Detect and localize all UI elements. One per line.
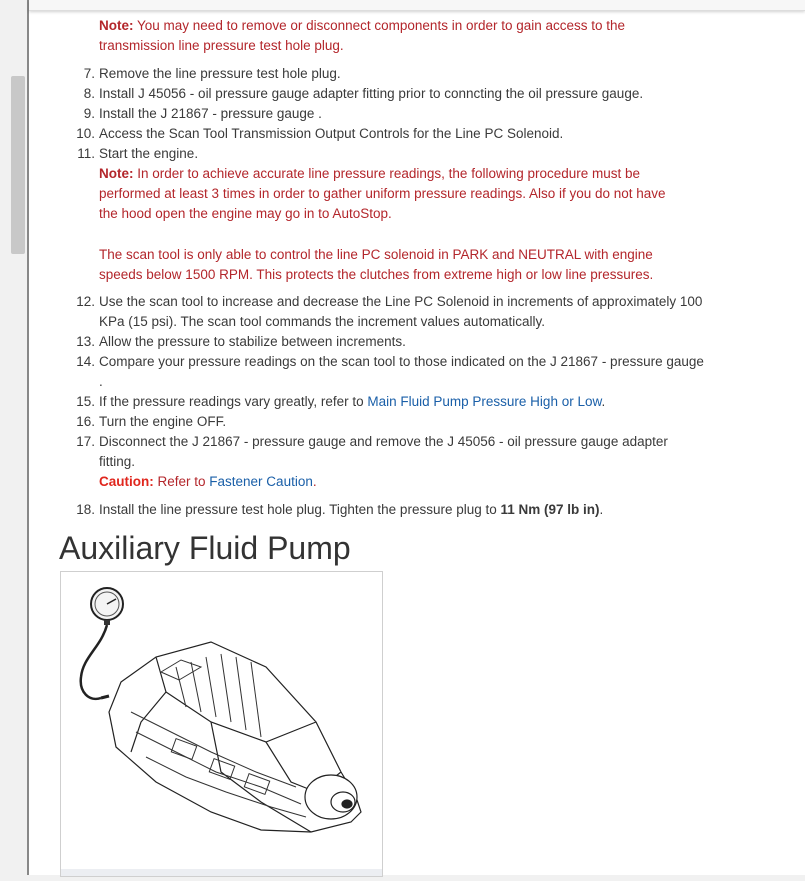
- step-text: Start the engine.: [99, 146, 199, 161]
- step-text-suffix: .: [599, 502, 604, 517]
- section-title: Auxiliary Fluid Pump: [59, 530, 351, 566]
- step-text-suffix: .: [601, 394, 606, 409]
- step-text: Install the J 21867 - pressure gauge .: [99, 106, 322, 121]
- caution-suffix: .: [312, 474, 317, 489]
- step-number: 14.: [76, 354, 95, 369]
- step-number: 11.: [77, 146, 95, 161]
- note-scan-tool-limit: [99, 245, 699, 285]
- transmission-illustration: [61, 572, 382, 876]
- caution-prefix: Refer to: [153, 474, 210, 489]
- step-text-prefix: Install the line pressure test hole plug. Tighten the pressure plug to: [99, 502, 501, 517]
- step-text: Use the scan tool to increase and decrease the Line PC Solenoid in increments of approximately 100 KPa (15 psi). The scan tool commands the increment values automatically.: [99, 294, 703, 329]
- step-text: Turn the engine OFF.: [99, 414, 227, 429]
- step-text-prefix: If the pressure readings vary greatly, refer to: [99, 394, 368, 409]
- note-text: The scan tool is only able to control the line PC solenoid in PARK and NEUTRAL with engine speeds below 1500 RPM. This protects the clutches from extreme high or low line pressures.: [99, 247, 654, 282]
- caution-text: [99, 472, 699, 492]
- step-text: Remove the line pressure test hole plug.: [99, 66, 341, 81]
- note-label: Note:: [99, 166, 134, 181]
- torque-spec: 11 Nm (97 lb in): [500, 502, 600, 517]
- step-text: [99, 500, 699, 520]
- step-number: 17.: [76, 434, 95, 449]
- step-text: [99, 392, 699, 412]
- caution-label: Caution:: [99, 474, 154, 489]
- step-text: Disconnect the J 21867 - pressure gauge and remove the J 45056 - oil pressure gauge adapter fitting.: [99, 434, 668, 469]
- step-number: 16.: [76, 414, 95, 429]
- step-text: Access the Scan Tool Transmission Output Controls for the Line PC Solenoid.: [99, 126, 564, 141]
- note-line-pressure: [99, 164, 684, 224]
- note-text: In order to achieve accurate line pressure readings, the following procedure must be performed at least 3 times in order to gather uniform pressure readings. Also if you do not have the hood open the engine may go in to AutoStop.: [99, 166, 666, 221]
- step-number: 10.: [76, 126, 95, 141]
- step-text: Compare your pressure readings on the scan tool to those indicated on the J 21867 - pressure gauge .: [99, 354, 704, 389]
- fastener-caution-link[interactable]: Fastener Caution: [209, 474, 313, 489]
- note-text: You may need to remove or disconnect components in order to gain access to the transmission line pressure test hole plug.: [99, 18, 626, 53]
- step-number: 7.: [83, 66, 95, 81]
- step-number: 15.: [76, 394, 95, 409]
- transmission-figure[interactable]: [60, 571, 383, 877]
- step-number: 9.: [83, 106, 95, 121]
- step-number: 13.: [76, 334, 95, 349]
- step-text: Allow the pressure to stabilize between increments.: [99, 334, 406, 349]
- step-text: Install J 45056 - oil pressure gauge adapter fitting prior to conncting the oil pressure gauge.: [99, 86, 644, 101]
- scrollbar-thumb[interactable]: [11, 76, 25, 254]
- content-area: [29, 0, 805, 875]
- note-label: Note:: [99, 18, 134, 33]
- main-fluid-pump-pressure-link[interactable]: Main Fluid Pump Pressure High or Low: [367, 394, 602, 409]
- step-number: 8.: [83, 86, 95, 101]
- step-number: 12.: [76, 294, 95, 309]
- note-access-plug: [99, 16, 699, 56]
- step-number: 18.: [76, 502, 95, 517]
